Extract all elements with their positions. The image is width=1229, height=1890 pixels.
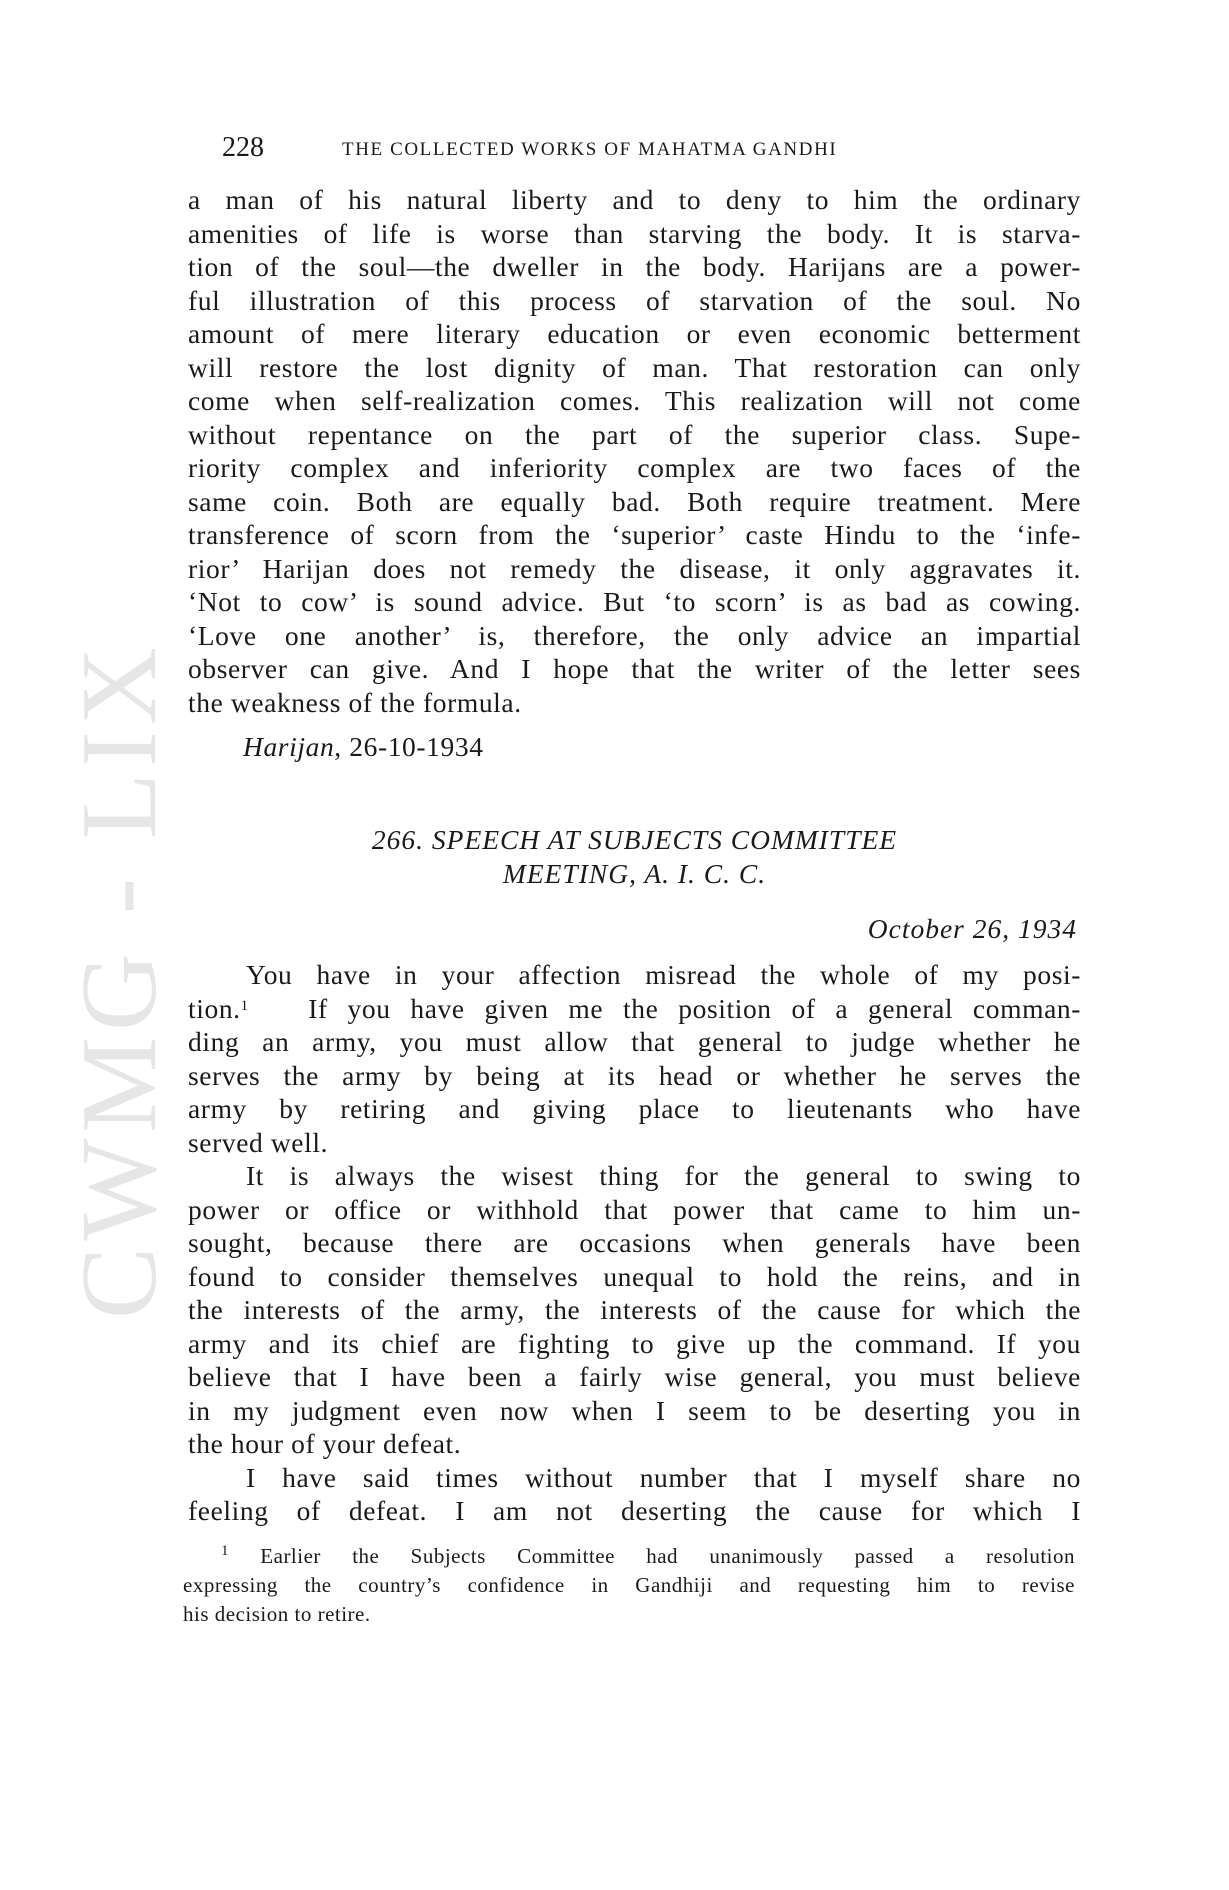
footnote	[183, 1542, 1075, 1629]
text-line: sought, because there are occasions when generals have been	[188, 1227, 1081, 1258]
text-line: found to consider themselves unequal to hold the reins, and in	[188, 1260, 1081, 1292]
text-line: feeling of defeat. I am not deserting the cause for which I	[188, 1495, 1081, 1526]
text-line: in my judgment even now when I seem to be deserting you in	[188, 1394, 1081, 1426]
text-line: army and its chief are fighting to give up the command. If you	[188, 1327, 1081, 1359]
text-line: power or office or withhold that power that came to him un-	[188, 1193, 1081, 1225]
text-segment: If you have given me the position of a general comman-	[308, 992, 1081, 1024]
source-title: Harijan	[243, 731, 335, 762]
source-date: , 26-10-1934	[334, 731, 484, 762]
source-citation	[243, 730, 484, 764]
text-line: come when self-realization comes. This realization will not come	[188, 385, 1081, 416]
text-line	[183, 1542, 1075, 1571]
item-title-line2: MEETING, A. I. C. C.	[502, 858, 767, 889]
text-line: without repentance on the part of the superior class. Supe-	[188, 418, 1081, 450]
text-line: ‘Love one another’ is, therefore, the only advice an impartial	[188, 619, 1081, 651]
footnote-ref[interactable]: 1	[240, 997, 249, 1014]
text-segment: tion.	[188, 992, 241, 1024]
text-line: It is always the wisest thing for the general to swing to	[246, 1160, 1081, 1191]
text-line: tion of the soul—the dweller in the body. Harijans are a power-	[188, 251, 1081, 282]
text-line: army by retiring and giving place to lieutenants who have	[188, 1093, 1081, 1124]
item-date: October 26, 1934	[867, 913, 1077, 944]
text-line: served well.	[188, 1126, 329, 1158]
text-line: the weakness of the formula.	[188, 686, 522, 718]
text-line: ‘Not to cow’ is sound advice. But ‘to scorn’ is as bad as cowing.	[188, 586, 1081, 617]
watermark: CWMG - LIX	[60, 641, 180, 1319]
text-line: I have said times without number that I myself share no	[246, 1461, 1081, 1493]
text-line: riority complex and inferiority complex are two faces of the	[188, 452, 1081, 483]
text-line: transference of scorn from the ‘superior’ caste Hindu to the ‘infe-	[188, 519, 1081, 550]
text-line: serves the army by being at its head or whether he serves the	[188, 1059, 1081, 1091]
running-head: THE COLLECTED WORKS OF MAHATMA GANDHI	[342, 139, 838, 160]
text-line: his decision to retire.	[183, 1602, 371, 1626]
item-title-line1: 266. SPEECH AT SUBJECTS COMMITTEE	[371, 824, 898, 855]
text-line: You have in your affection misread the whole of my posi-	[246, 959, 1081, 990]
text-line: amount of mere literary education or even economic betterment	[188, 318, 1081, 349]
text-line: ful illustration of this process of starvation of the soul. No	[188, 284, 1081, 316]
text-line: a man of his natural liberty and to deny to him the ordinary	[188, 184, 1081, 215]
previous-item-text	[188, 183, 1081, 719]
text-line: same coin. Both are equally bad. Both require treatment. Mere	[188, 485, 1081, 517]
text-line: expressing the country’s confidence in Gandhiji and requesting him to revise	[183, 1573, 1075, 1597]
text-line: rior’ Harijan does not remedy the disease, it only aggravates it.	[188, 552, 1081, 584]
page-header	[222, 132, 1080, 166]
speech-text	[188, 958, 1081, 1528]
text-line: the interests of the army, the interests of the cause for which the	[188, 1294, 1081, 1325]
text-line: observer can give. And I hope that the writer of the letter sees	[188, 653, 1081, 684]
text-line	[188, 992, 1081, 1026]
text-line: the hour of your defeat.	[188, 1428, 462, 1459]
footnote-marker: 1	[221, 1543, 229, 1559]
text-segment: Earlier the Subjects Committee had unanimously passed a resolution	[229, 1544, 1075, 1568]
text-line: ding an army, you must allow that general to judge whether he	[188, 1026, 1081, 1057]
page-number: 228	[222, 132, 264, 163]
text-line: believe that I have been a fairly wise general, you must believe	[188, 1361, 1081, 1392]
text-line: will restore the lost dignity of man. That restoration can only	[188, 351, 1081, 383]
text-line: amenities of life is worse than starving the body. It is starva-	[188, 217, 1081, 249]
